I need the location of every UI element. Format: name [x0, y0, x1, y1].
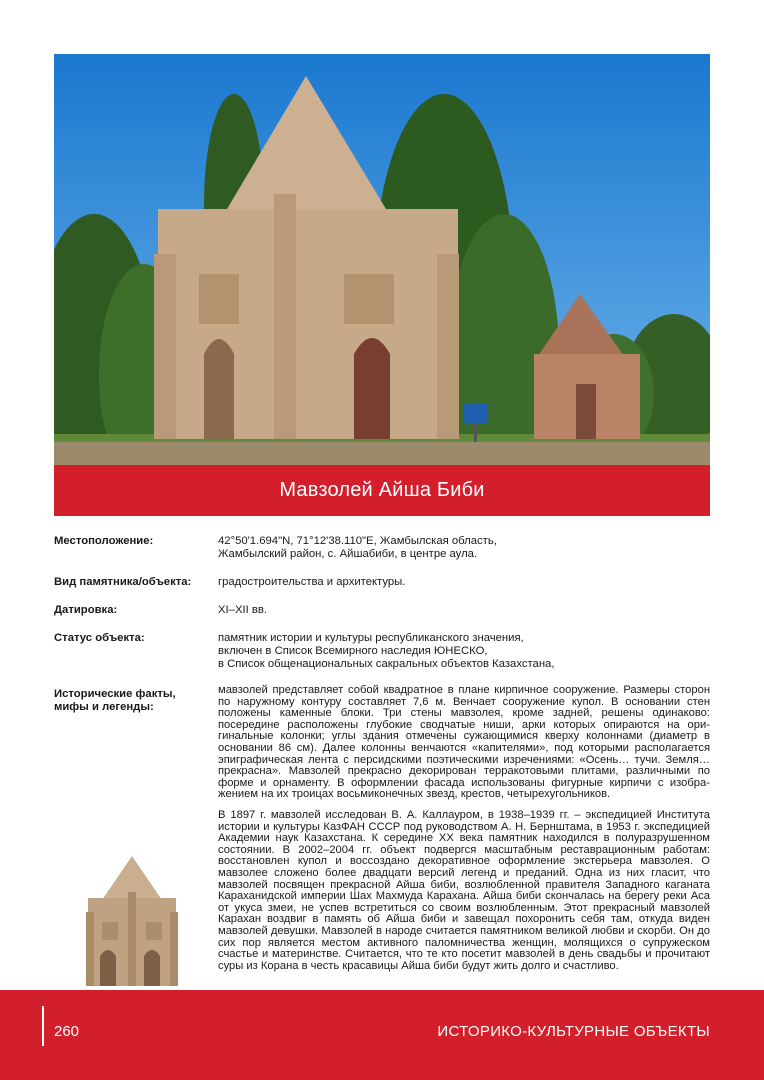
dating-line: XI–XII вв. — [218, 604, 268, 616]
location-value — [218, 535, 710, 561]
dating-label: Датировка: — [54, 604, 118, 616]
location-line: Жамбылский район, с. Айшабиби, в центре аула. — [218, 548, 478, 560]
location-label: Местоположение: — [54, 535, 154, 547]
facts-paragraph-2: В 1897 г. мавзолей исследован В. А. Каллауром, в 1938–1939 гг. – экспедицией Института истории и культуры КазФАН СССР под руководством А. Н. Бернштама, в 1953 г. экспедицией Академии наук Казахстана. К середине XX века памятник находился в полуразрушенном состоянии. В 2002–2004 гг. объект подвергся масштабным реставрационным работам: восстановлен купол и воссоздано декоративное оформление экстерьера мавзолея. О мавзолее сложено более двадцати версий легенд и преданий. Одна из них гласит, что мавзолей посвящен прекрасной Айша биби, возлюбленной правителя Западного каганата Караханидской империи Шах Махмуда Караханa. Айша биби скончалась на берегу реки Аса от укуса змеи, не успев встретиться со своим возлюбленным. Этот прекрасный мавзолей Карахан воздвиг в память об Айша биби и завещал похоронить себя там, откуда виден мавзолей девушки. Мавзолей в народе считается памятником великой любви и скорби. Он до сих пор является местом активного паломничества женщин, молящихся о супружеском счастье и материнстве. Считается, что те кто посетит мавзолей в день свадьбы и прочитают суры из Корана в честь красавицы Айша биби будут жить долго и счастливо. — [218, 809, 710, 972]
page-title: Мавзолей Айша Биби — [54, 465, 710, 516]
status-value — [218, 632, 710, 671]
status-line: памятник истории и культуры республиканского значения, — [218, 632, 524, 644]
status-line: в Список общенациональных сакральных объектов Казахстана, — [218, 658, 555, 670]
type-label: Вид памятника/объекта: — [54, 576, 192, 588]
footer-divider — [42, 1006, 44, 1046]
section-title: ИСТОРИКО-КУЛЬТУРНЫЕ ОБЪЕКТЫ — [437, 1023, 710, 1040]
hero-photo — [54, 54, 710, 465]
dating-value — [218, 604, 710, 617]
facts-label: Исторические факты, мифы и легенды: — [54, 688, 176, 713]
status-line: включен в Список Всемирного наследия ЮНЕСКО, — [218, 645, 488, 657]
facts-paragraph-1: мавзолей представляет собой квадратное в плане кирпичное сооружение. Размеры сторон по наружному контуру составляет 7,6 м. Венчает сооружение купол. В основании стен положены каменные блоки. Три стены мавзолея, кроме задней, решены одинаково: посередине расположены глубокие сводчатые ниши, арки которых опираются на оригинальные колонки; углы здания отмечены сужающимися кверху колоннами (диаметр в основании 86 см). Далее колонны венчаются «капителями», под которыми располагается эпиграфическая лента с персидскими поэтическими изречениями: «Осень… тучи. Земля… прекрасна». Мавзолей прекрасно декорирован терракотовыми плитами, различными по форме и орнаменту. В оформлении фасада использованы фигурные кирпичи с изображением на их троицах восьмиконечных звезд, крестов, четырехугольников. — [218, 684, 710, 801]
type-line: градостроительства и архитектуры. — [218, 576, 406, 588]
location-line: 42°50'1.694"N, 71°12'38.110"E, Жамбылская область, — [218, 535, 497, 547]
mausoleum-thumbnail — [80, 852, 184, 988]
mausoleum-photo — [54, 54, 710, 465]
footer-band — [0, 990, 764, 1080]
page-number: 260 — [54, 1023, 80, 1040]
status-label: Статус объекта: — [54, 632, 145, 644]
type-value — [218, 576, 710, 589]
